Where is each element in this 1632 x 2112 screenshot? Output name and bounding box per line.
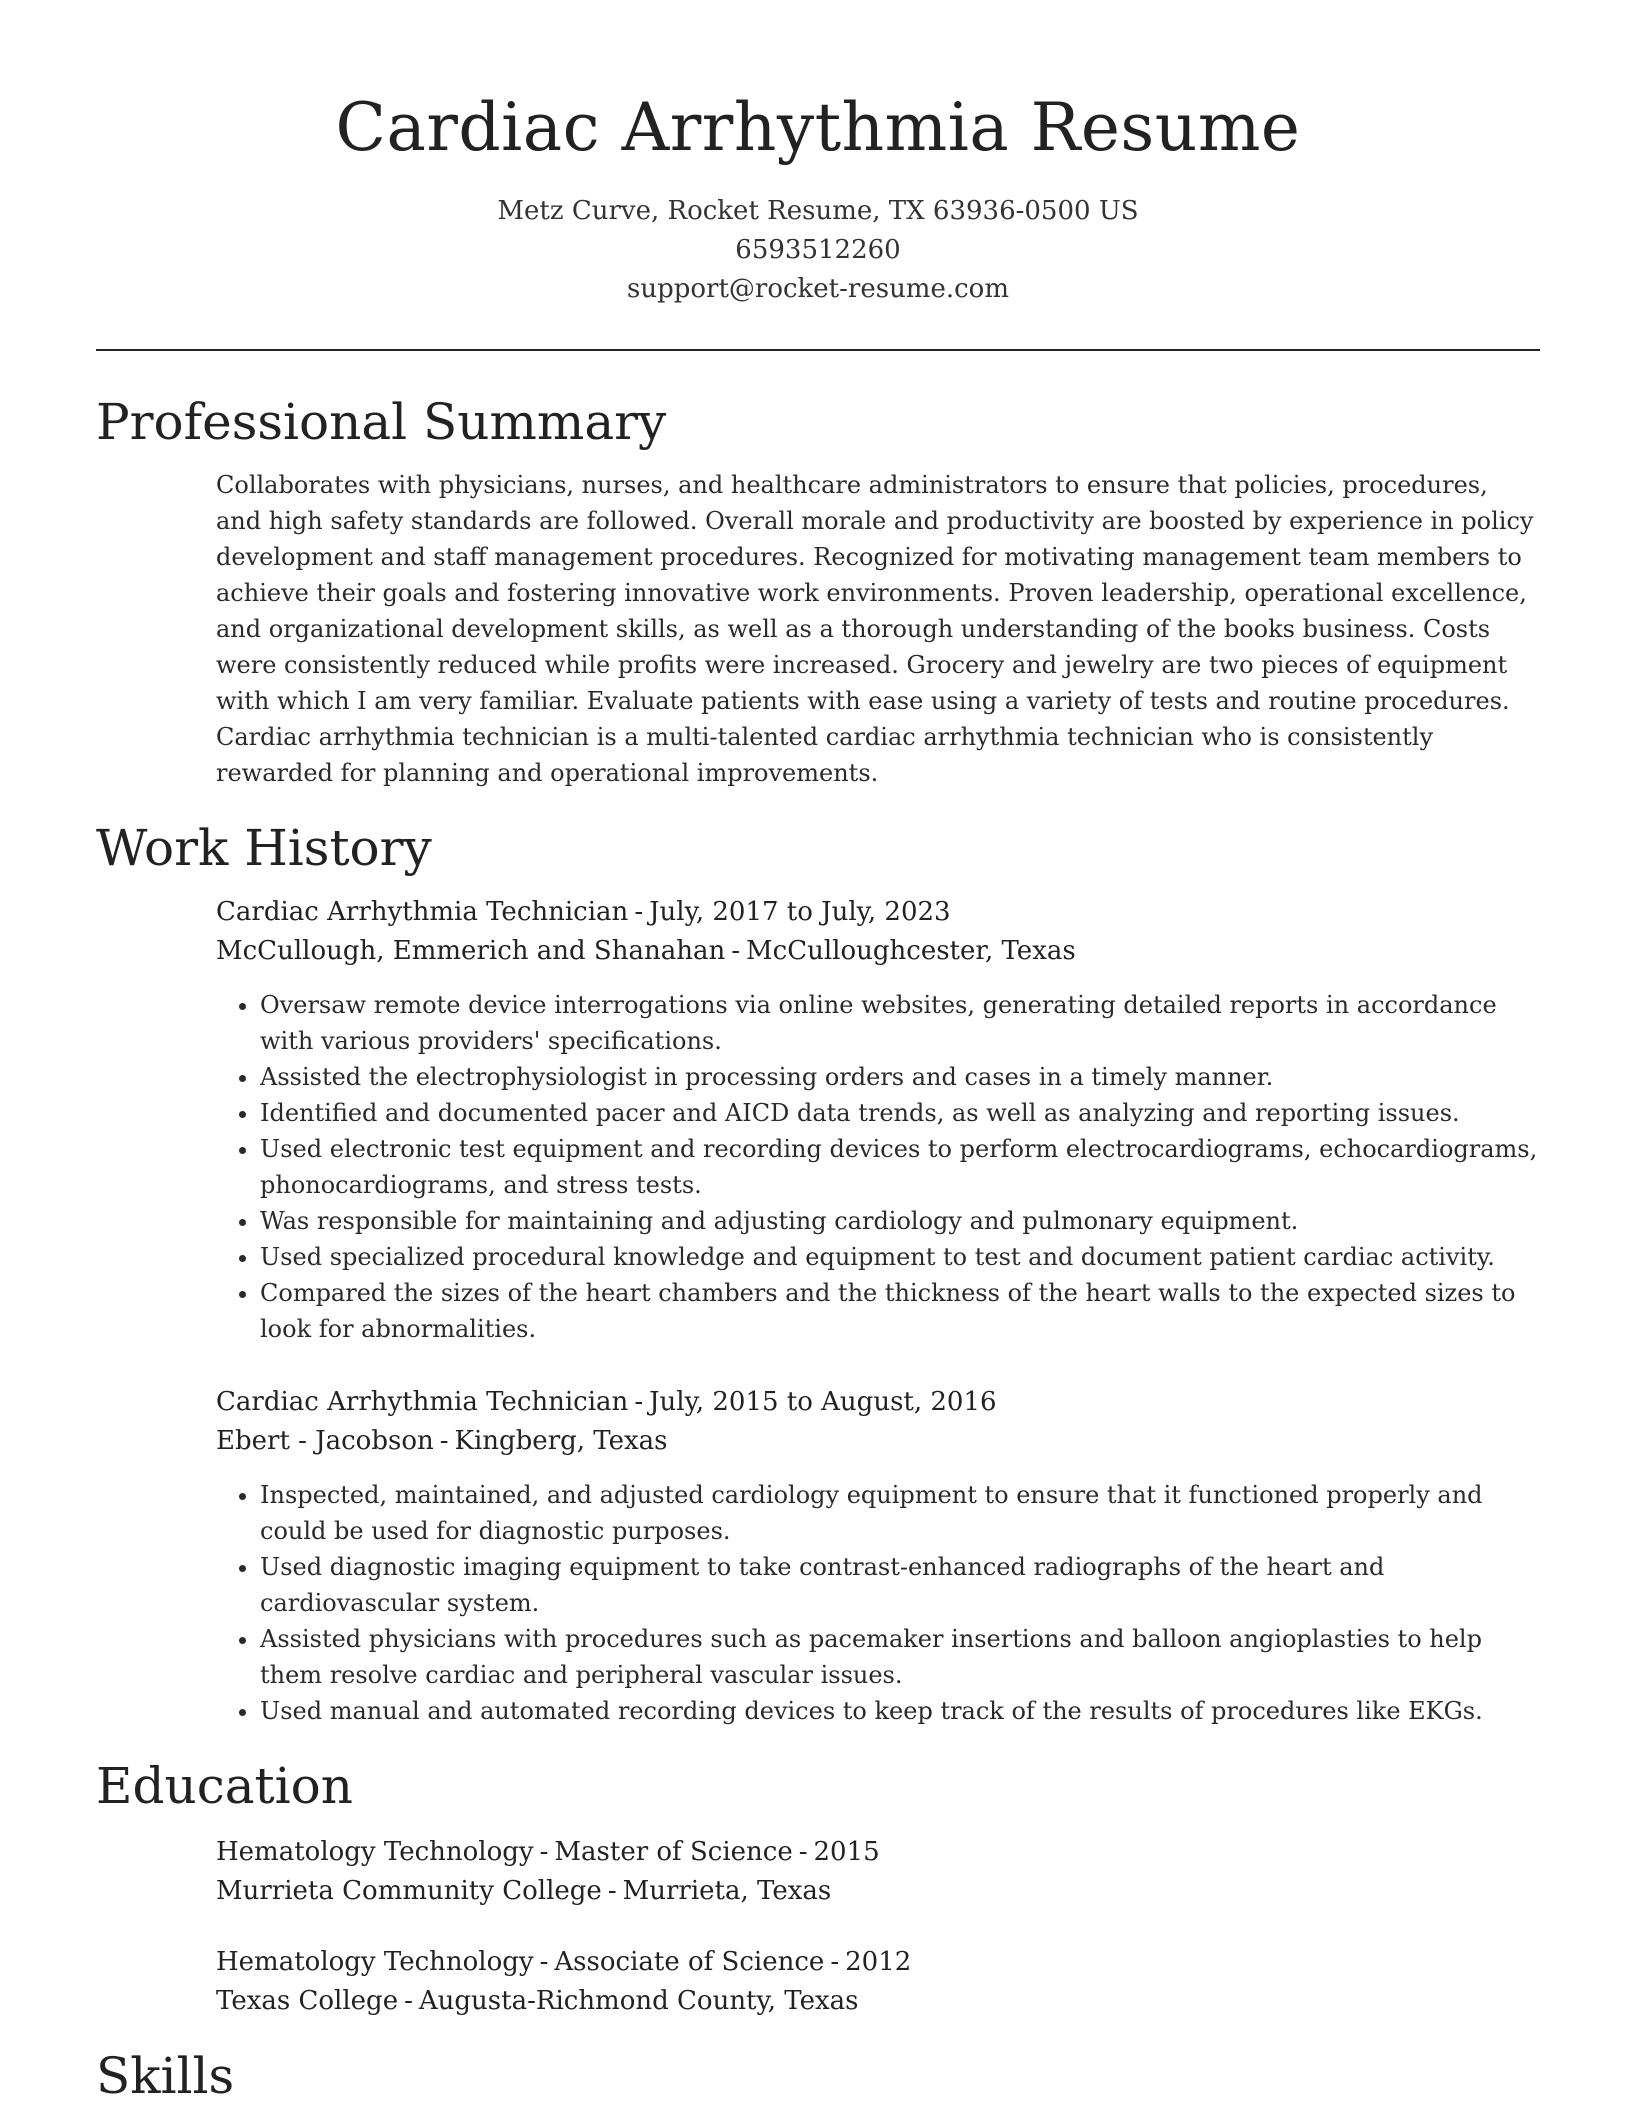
- job-location: Kingberg, Texas: [454, 1426, 668, 1456]
- list-item: • Used electronic test equipment and recording devices to perform electrocardiograms, echocardiograms, phonocardiograms, and stress tests.: [260, 1131, 1540, 1203]
- list-item: • Assisted the electrophysiologist in processing orders and cases in a timely manner.: [260, 1059, 1540, 1095]
- education-section: [96, 1753, 1540, 2021]
- degree-year: 2012: [845, 1947, 912, 1977]
- job-dates: July, 2017 to July, 2023: [649, 897, 951, 927]
- school-line: [216, 1982, 1540, 2021]
- job-role: Cardiac Arrhythmia Technician: [216, 897, 629, 927]
- resume-page: [96, 0, 1540, 2109]
- job-location: McCulloughcester, Texas: [746, 936, 1076, 966]
- job-bullets: [216, 1477, 1540, 1729]
- address: Metz Curve, Rocket Resume, TX 63936-0500 US: [497, 196, 1139, 226]
- job-entry: [216, 893, 1540, 1347]
- job-company: McCullough, Emmerich and Shanahan: [216, 936, 726, 966]
- separator: -: [607, 1876, 617, 1906]
- degree-field: Hematology Technology: [216, 1837, 534, 1867]
- separator: -: [539, 1837, 549, 1867]
- professional-summary-section: [96, 389, 1540, 791]
- header-divider: [96, 349, 1540, 351]
- list-item: • Was responsible for maintaining and adjusting cardiology and pulmonary equipment.: [260, 1203, 1540, 1239]
- phone: 6593512260: [735, 235, 901, 265]
- school-name: Murrieta Community College: [216, 1876, 602, 1906]
- section-title-work-history: Work History: [96, 819, 432, 877]
- job-bullets: [216, 987, 1540, 1347]
- list-item: • Used diagnostic imaging equipment to take contrast-enhanced radiographs of the heart and cardiovascular system.: [260, 1549, 1540, 1621]
- school-line: [216, 1872, 1540, 1911]
- list-item: • Assisted physicians with procedures such as pacemaker insertions and balloon angioplasties to help them resolve cardiac and peripheral vascular issues.: [260, 1621, 1540, 1693]
- degree-year: 2015: [813, 1837, 880, 1867]
- contact-info: [96, 192, 1540, 309]
- list-item: • Compared the sizes of the heart chambers and the thickness of the heart walls to the expected sizes to look for abnormalities.: [260, 1275, 1540, 1347]
- job-role: Cardiac Arrhythmia Technician: [216, 1387, 629, 1417]
- job-entry: [216, 1383, 1540, 1729]
- work-history-section: [96, 815, 1540, 1729]
- education-entry: [216, 1943, 1540, 2021]
- summary-text: Collaborates with physicians, nurses, and healthcare administrators to ensure that policies, procedures, and high safety standards are followed. Overall morale and productivity are boosted by experience in policy development and staff management procedures. Recognized for motivating management team members to achieve their goals and fostering innovative work environments. Proven leadership, operational excellence, and organizational development skills, as well as a thorough understanding of the books business. Costs were consistently reduced while profits were increased. Grocery and jewelry are two pieces of equipment with which I am very familiar. Evaluate patients with ease using a variety of tests and routine procedures. Cardiac arrhythmia technician is a multi-talented cardiac arrhythmia technician who is consistently rewarded for planning and operational improvements.: [216, 471, 1534, 787]
- list-item: • Used manual and automated recording devices to keep track of the results of procedures like EKGs.: [260, 1693, 1540, 1729]
- list-item: • Used specialized procedural knowledge and equipment to test and document patient cardiac activity.: [260, 1239, 1540, 1275]
- education-entry: [216, 1833, 1540, 1911]
- degree-line: [216, 1943, 1540, 1982]
- job-title-line: [216, 1383, 1540, 1422]
- skills-section: [96, 2043, 1540, 2109]
- job-title-line: [216, 893, 1540, 932]
- job-company: Ebert - Jacobson: [216, 1426, 434, 1456]
- separator: -: [539, 1947, 549, 1977]
- job-dates: July, 2015 to August, 2016: [649, 1387, 997, 1417]
- resume-title: Cardiac Arrhythmia Resume: [335, 89, 1301, 166]
- school-location: Murrieta, Texas: [622, 1876, 832, 1906]
- job-company-line: [216, 932, 1540, 971]
- separator: -: [830, 1947, 840, 1977]
- list-item: • Identified and documented pacer and AICD data trends, as well as analyzing and reporting issues.: [260, 1095, 1540, 1131]
- job-company-line: [216, 1422, 1540, 1461]
- degree-type: Associate of Science: [554, 1947, 825, 1977]
- separator: -: [404, 1986, 413, 2016]
- email: support@rocket-resume.com: [626, 274, 1009, 304]
- separator: -: [634, 1387, 644, 1417]
- degree-type: Master of Science: [554, 1837, 793, 1867]
- degree-line: [216, 1833, 1540, 1872]
- separator: -: [439, 1426, 449, 1456]
- separator: -: [731, 936, 741, 966]
- section-title-education: Education: [96, 1757, 353, 1815]
- school-location: Augusta-Richmond County, Texas: [418, 1986, 859, 2016]
- separator: -: [634, 897, 644, 927]
- degree-field: Hematology Technology: [216, 1947, 534, 1977]
- section-title-skills: Skills: [96, 2047, 235, 2105]
- list-item: • Inspected, maintained, and adjusted cardiology equipment to ensure that it functioned properly and could be used for diagnostic purposes.: [260, 1477, 1540, 1549]
- list-item: • Oversaw remote device interrogations via online websites, generating detailed reports in accordance with various providers' specifications.: [260, 987, 1540, 1059]
- separator: -: [798, 1837, 808, 1867]
- school-name: Texas College: [216, 1986, 399, 2016]
- resume-header: [96, 0, 1540, 309]
- section-title-summary: Professional Summary: [96, 393, 667, 451]
